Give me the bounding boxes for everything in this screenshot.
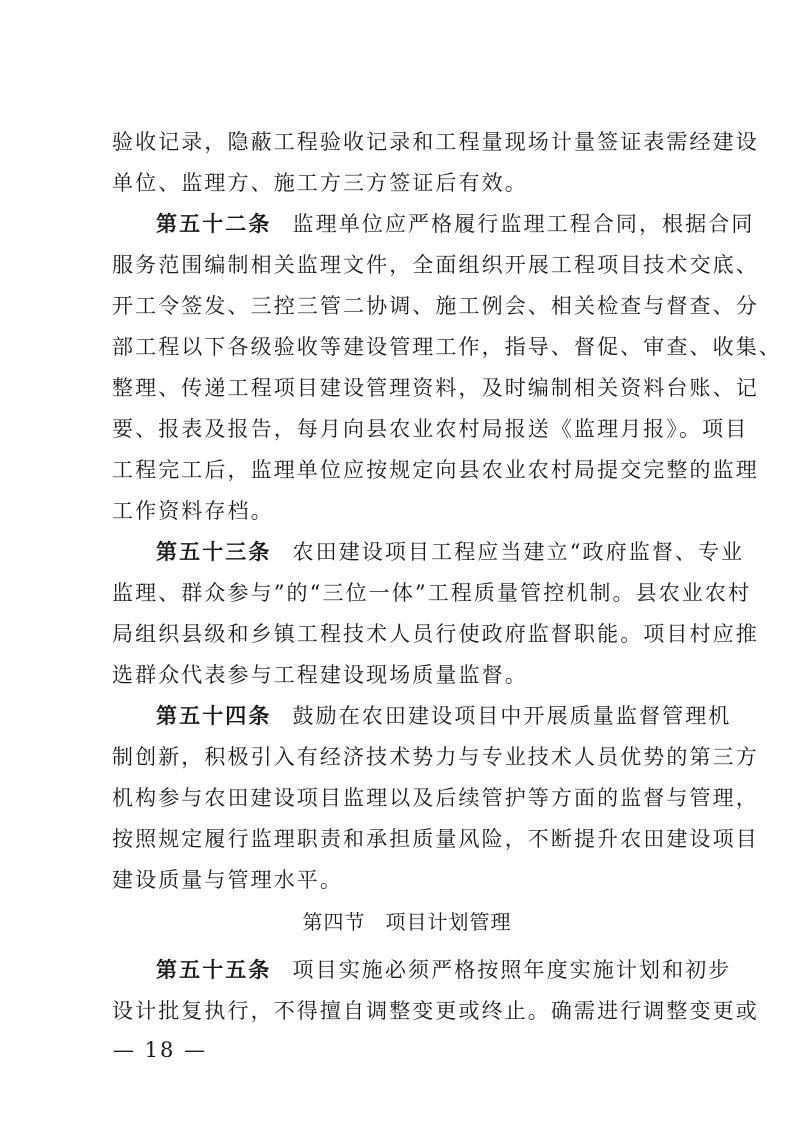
section-heading xyxy=(112,904,702,940)
text-line: 监理、群众参与”的“三位一体”工程质量管控机制。县农业农村 xyxy=(112,581,752,605)
text-line: 制创新，积极引入有经济技术势力与专业技术人员优势的第三方 xyxy=(112,745,759,769)
article-54-title: 第五十四条 xyxy=(156,703,272,728)
text-line: 项目实施必须严格按照年度实施计划和初步 xyxy=(292,958,732,982)
article-52-first-line xyxy=(112,206,755,242)
text-line: 按照规定履行监理职责和承担质量风险，不断提升农田建设项目 xyxy=(112,827,759,851)
article-55-first-line xyxy=(112,952,732,988)
text-line: 监理单位应严格履行监理工程合同，根据合同 xyxy=(292,212,755,236)
article-52-title: 第五十二条 xyxy=(156,211,272,236)
text-line: 验收记录，隐蔽工程验收记录和工程量现场计量签证表需经建设 xyxy=(112,130,759,154)
text-line: 部工程以下各级验收等建设管理工作，指导、督促、审查、收集、 xyxy=(112,335,782,359)
text-line: 农田建设项目工程应当建立“政府监督、专业 xyxy=(292,540,745,564)
text-line: 要、报表及报告，每月向县农业农村局报送《监理月报》。项目 xyxy=(112,417,749,441)
document-body xyxy=(112,124,782,1034)
text-line: 服务范围编制相关监理文件，全面组织开展工程项目技术交底、 xyxy=(112,253,759,277)
text-line: 局组织县级和乡镇工程技术人员行使政府监督职能。项目村应推 xyxy=(112,622,759,646)
text-line: 建设质量与管理水平。 xyxy=(112,868,343,892)
text-line: 工程完工后，监理单位应按规定向县农业农村局提交完整的监理 xyxy=(112,458,759,482)
text-line: 开工令签发、三控三管二协调、施工例会、相关检查与督查、分 xyxy=(112,294,759,318)
section-title: 项目计划管理 xyxy=(385,910,512,934)
text-line: 设计批复执行，不得擅自调整变更或终止。确需进行调整变更或 xyxy=(112,999,759,1023)
text-line: 选群众代表参与工程建设现场质量监督。 xyxy=(112,663,528,687)
article-53-first-line xyxy=(112,534,745,570)
text-line: 整理、传递工程项目建设管理资料，及时编制相关资料台账、记 xyxy=(112,376,759,400)
text-line: 机构参与农田建设项目监理以及后续管护等方面的监督与管理， xyxy=(112,786,759,810)
text-line: 工作资料存档。 xyxy=(112,499,274,523)
article-55-title: 第五十五条 xyxy=(156,957,272,982)
article-54-first-line xyxy=(112,698,732,734)
text-line: 单位、监理方、施工方三方签证后有效。 xyxy=(112,171,528,195)
article-53-title: 第五十三条 xyxy=(156,539,272,564)
section-number: 第四节 xyxy=(302,910,366,934)
page-number: — 18 — xyxy=(113,1038,208,1062)
text-line: 鼓励在农田建设项目中开展质量监督管理机 xyxy=(292,704,732,728)
